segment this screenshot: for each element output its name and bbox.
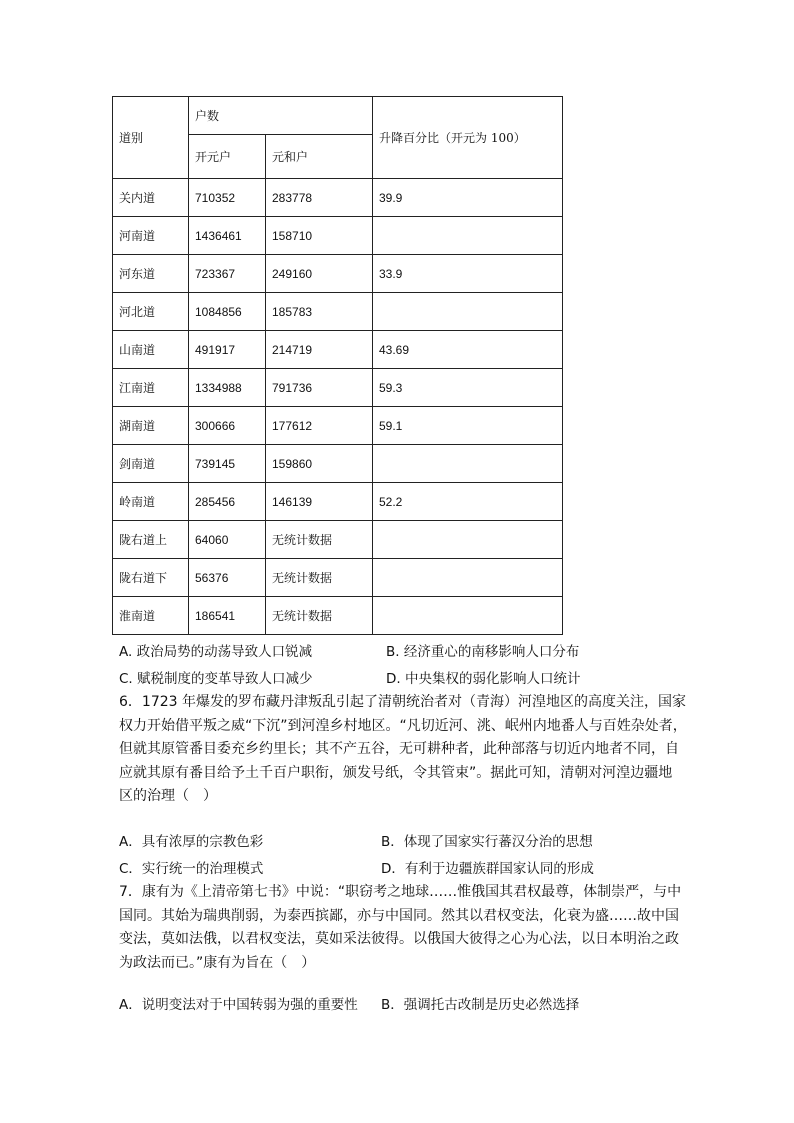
household-table xyxy=(112,96,563,635)
header-yuanhe: 元和户 xyxy=(266,135,373,179)
q6-line: 6．1723 年爆发的罗布藏丹津叛乱引起了清朝统治者对（青海）河湟地区的高度关注，国家 xyxy=(119,694,686,710)
region-cell: 剑南道 xyxy=(113,445,189,483)
region-cell: 陇右道下 xyxy=(113,559,189,597)
kaiyuan-cell: 1084856 xyxy=(189,293,266,331)
table-row xyxy=(113,179,563,217)
yuanhe-cell: 无统计数据 xyxy=(266,597,373,635)
q5-option-c[interactable]: C. 赋税制度的变革导致人口减少 xyxy=(119,671,313,687)
question-7-stem xyxy=(119,881,682,975)
percent-cell xyxy=(373,293,563,331)
table-row xyxy=(113,597,563,635)
kaiyuan-cell: 186541 xyxy=(189,597,266,635)
header-households: 户数 xyxy=(189,97,373,135)
table-row xyxy=(113,445,563,483)
table-row xyxy=(113,369,563,407)
header-region: 道别 xyxy=(113,97,189,179)
percent-cell: 39.9 xyxy=(373,179,563,217)
table-row xyxy=(113,483,563,521)
percent-cell: 52.2 xyxy=(373,483,563,521)
q6-line: 但就其原管番目委充乡约里长；其不产五谷，无可耕种者，此种部落与切近内地者不同，自 xyxy=(119,741,679,757)
yuanhe-cell: 283778 xyxy=(266,179,373,217)
table-row xyxy=(113,293,563,331)
q6-line: 权力开始借平叛之威“下沉”到河湟乡村地区。“凡切近河、洮、岷州内地番人与百姓杂处者， xyxy=(119,717,687,734)
header-percent: 升降百分比（开元为 100） xyxy=(373,97,563,179)
table-row xyxy=(113,521,563,559)
percent-cell xyxy=(373,521,563,559)
kaiyuan-cell: 1436461 xyxy=(189,217,266,255)
table-row xyxy=(113,255,563,293)
q5-option-a[interactable]: A. 政治局势的动荡导致人口锐减 xyxy=(119,644,313,660)
percent-cell xyxy=(373,597,563,635)
percent-cell: 43.69 xyxy=(373,331,563,369)
percent-cell: 59.1 xyxy=(373,407,563,445)
q7-line: 为政法而已。”康有为旨在（ ） xyxy=(119,954,316,971)
q7-line: 7．康有为《上清帝第七书》中说：“职窃考之地球……惟俄国其君权最尊，体制崇严，与中 xyxy=(119,884,682,900)
yuanhe-cell: 177612 xyxy=(266,407,373,445)
question-6-stem xyxy=(119,691,687,809)
yuanhe-cell: 无统计数据 xyxy=(266,559,373,597)
q6-option-c[interactable]: C．实行统一的治理模式 xyxy=(119,861,264,877)
region-cell: 关内道 xyxy=(113,179,189,217)
region-cell: 山南道 xyxy=(113,331,189,369)
kaiyuan-cell: 710352 xyxy=(189,179,266,217)
kaiyuan-cell: 285456 xyxy=(189,483,266,521)
percent-cell: 59.3 xyxy=(373,369,563,407)
region-cell: 江南道 xyxy=(113,369,189,407)
q6-option-a[interactable]: A．具有浓厚的宗教色彩 xyxy=(119,834,264,850)
q6-option-d[interactable]: D．有利于边疆族群国家认同的形成 xyxy=(381,861,594,877)
kaiyuan-cell: 1334988 xyxy=(189,369,266,407)
q6-line: 区的治理（ ） xyxy=(119,788,217,804)
q7-option-a[interactable]: A．说明变法对于中国转弱为强的重要性 xyxy=(119,997,358,1013)
region-cell: 湖南道 xyxy=(113,407,189,445)
yuanhe-cell: 214719 xyxy=(266,331,373,369)
yuanhe-cell: 791736 xyxy=(266,369,373,407)
q6-option-b[interactable]: B．体现了国家实行蕃汉分治的思想 xyxy=(381,834,593,850)
kaiyuan-cell: 491917 xyxy=(189,331,266,369)
table-row xyxy=(113,217,563,255)
yuanhe-cell: 185783 xyxy=(266,293,373,331)
region-cell: 陇右道上 xyxy=(113,521,189,559)
kaiyuan-cell: 56376 xyxy=(189,559,266,597)
percent-cell xyxy=(373,445,563,483)
percent-cell xyxy=(373,217,563,255)
q7-option-b[interactable]: B．强调托古改制是历史必然选择 xyxy=(381,997,580,1013)
q6-line: 应就其原有番目给予土千百户职衔，颁发号纸，令其管束”。据此可知，清朝对河湟边疆地 xyxy=(119,764,673,781)
q7-line: 变法，莫如法俄，以君权变法，莫如采法彼得。以俄国大彼得之心为心法，以日本明治之政 xyxy=(119,931,679,947)
q7-line: 国同。其始为瑞典削弱，为泰西摈鄙，亦与中国同。然其以君权变法，化衰为盛……故中国 xyxy=(119,907,679,924)
yuanhe-cell: 无统计数据 xyxy=(266,521,373,559)
kaiyuan-cell: 739145 xyxy=(189,445,266,483)
region-cell: 淮南道 xyxy=(113,597,189,635)
percent-cell xyxy=(373,559,563,597)
table-row xyxy=(113,559,563,597)
region-cell: 河南道 xyxy=(113,217,189,255)
yuanhe-cell: 159860 xyxy=(266,445,373,483)
yuanhe-cell: 158710 xyxy=(266,217,373,255)
kaiyuan-cell: 64060 xyxy=(189,521,266,559)
table-row xyxy=(113,407,563,445)
table-row xyxy=(113,331,563,369)
region-cell: 河东道 xyxy=(113,255,189,293)
kaiyuan-cell: 723367 xyxy=(189,255,266,293)
q5-option-b[interactable]: B. 经济重心的南移影响人口分布 xyxy=(386,644,580,660)
yuanhe-cell: 249160 xyxy=(266,255,373,293)
kaiyuan-cell: 300666 xyxy=(189,407,266,445)
q5-option-d[interactable]: D. 中央集权的弱化影响人口统计 xyxy=(386,671,581,687)
percent-cell: 33.9 xyxy=(373,255,563,293)
region-cell: 河北道 xyxy=(113,293,189,331)
header-kaiyuan: 开元户 xyxy=(189,135,266,179)
yuanhe-cell: 146139 xyxy=(266,483,373,521)
region-cell: 岭南道 xyxy=(113,483,189,521)
